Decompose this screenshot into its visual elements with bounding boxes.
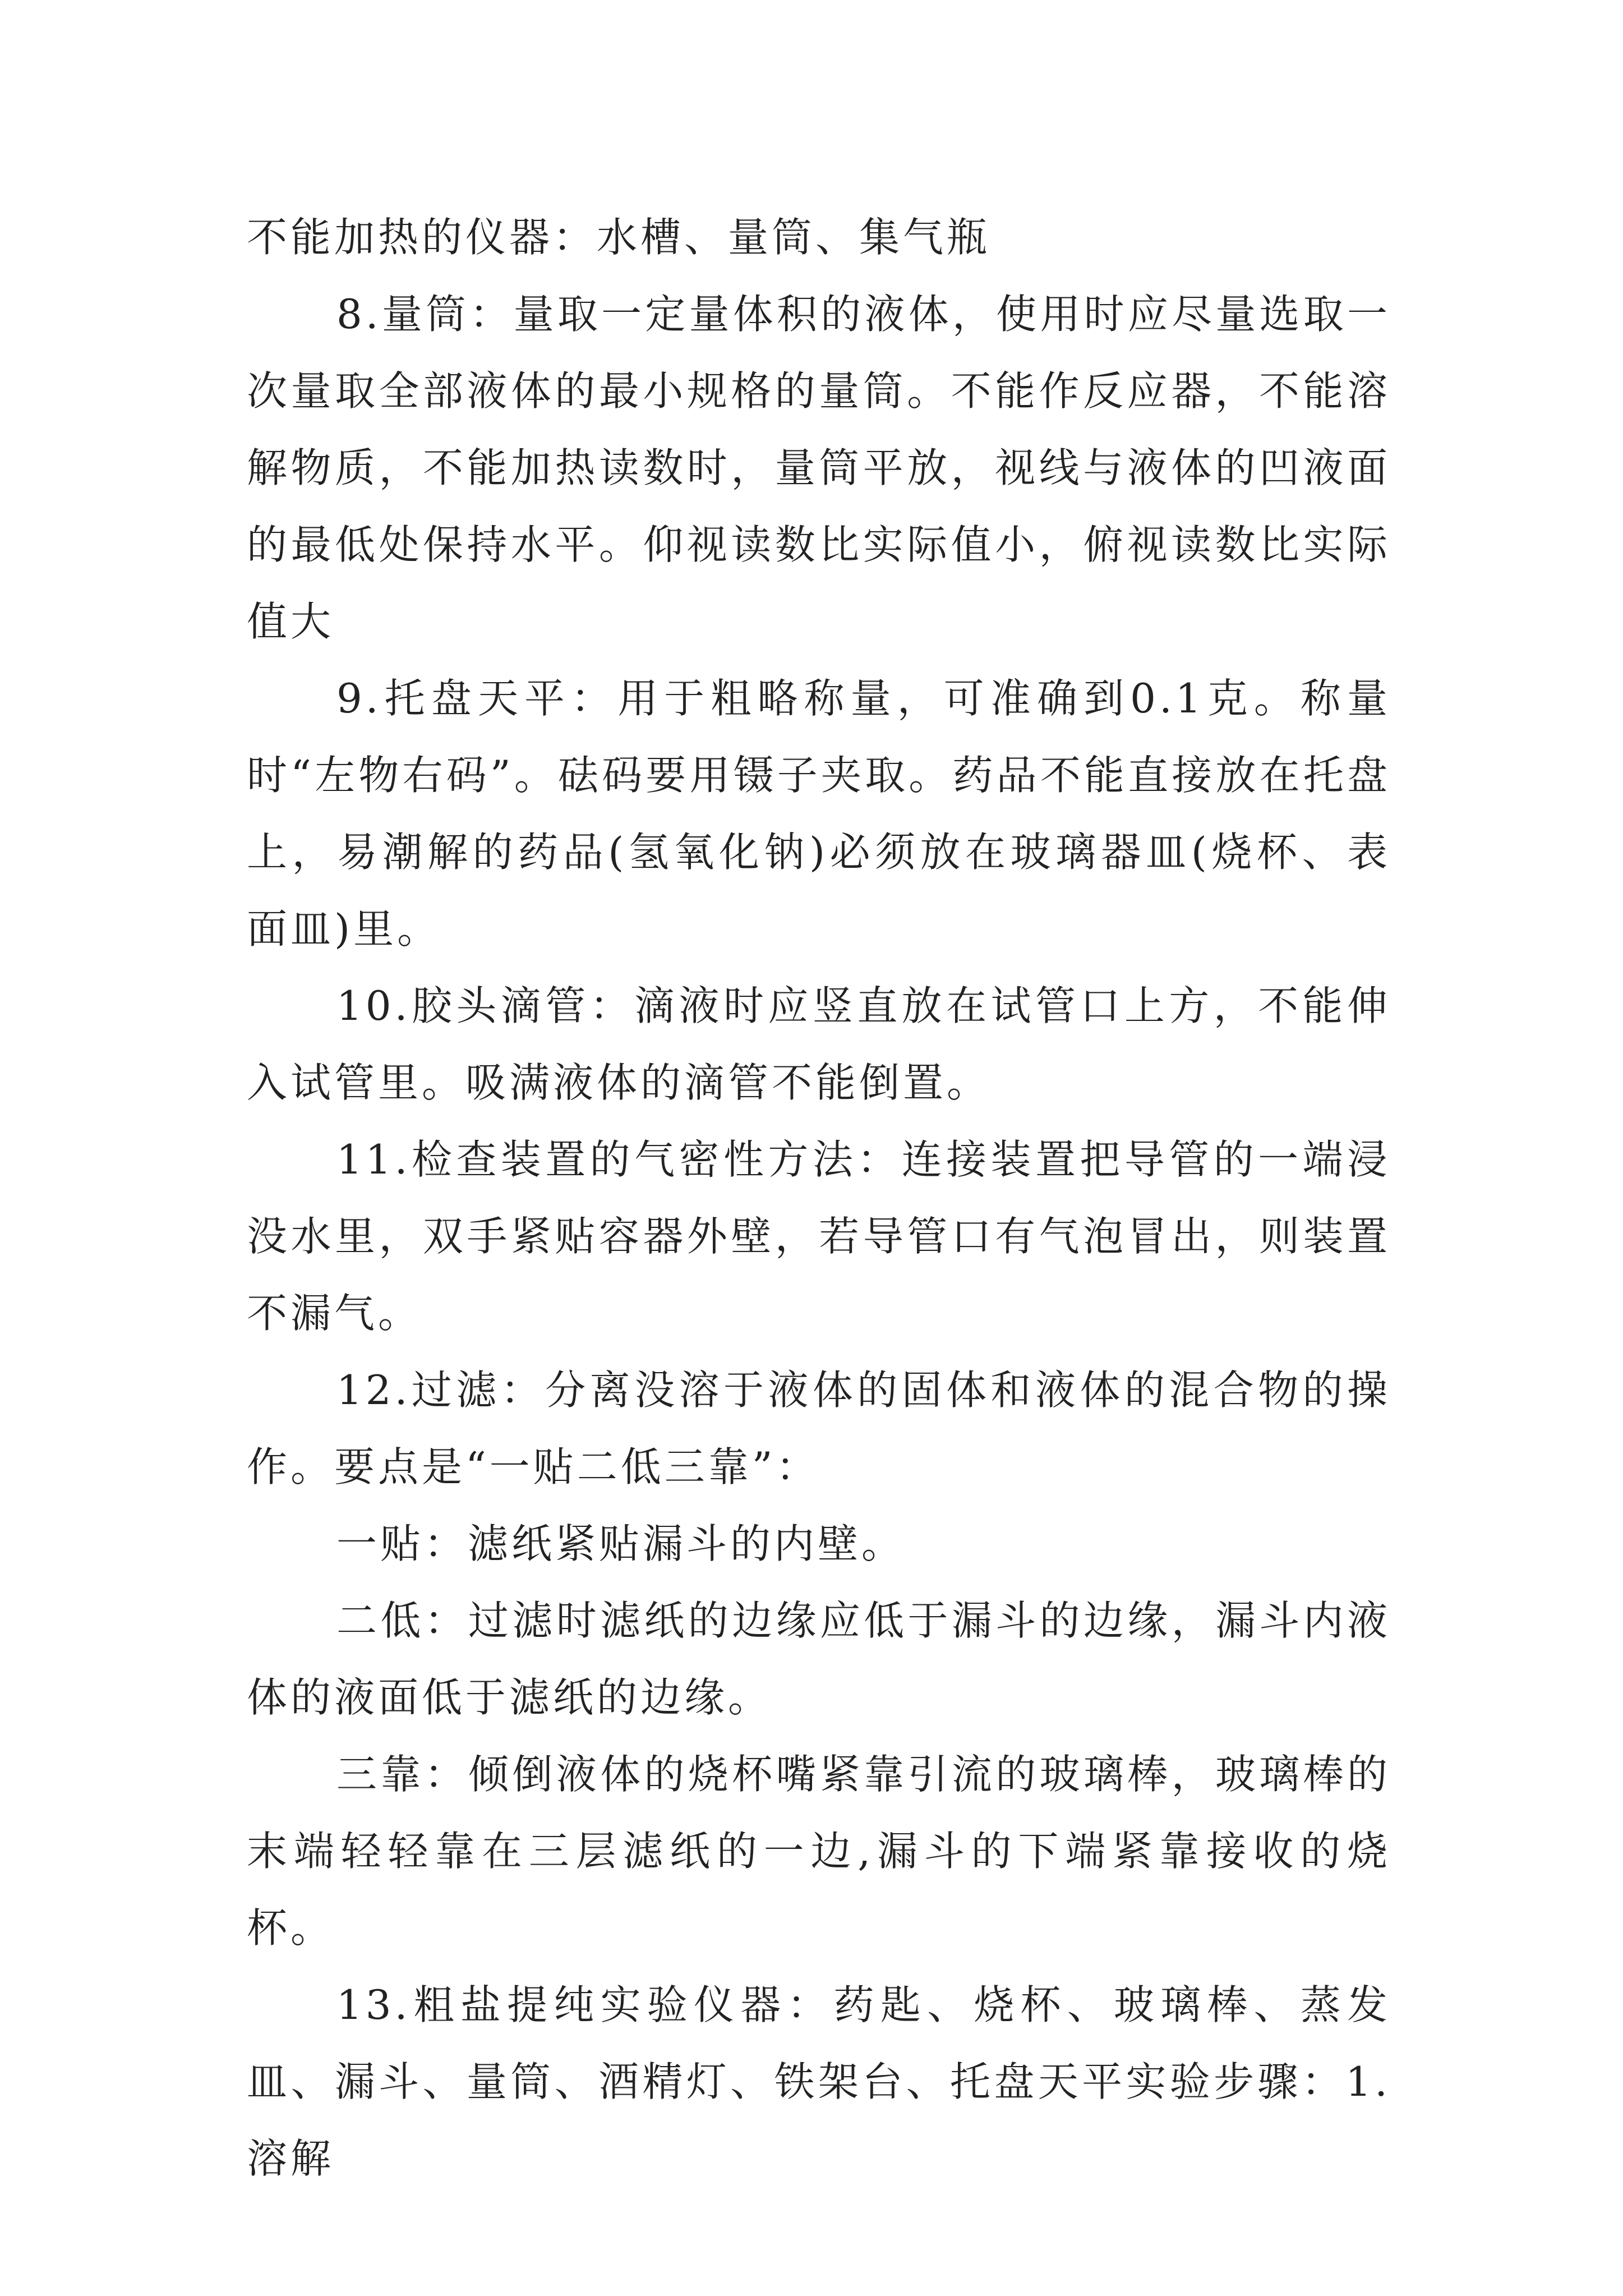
paragraph-three-lean: 三靠：倾倒液体的烧杯嘴紧靠引流的玻璃棒，玻璃棒的末端轻轻靠在三层滤纸的一边,漏斗的下端紧靠接收的烧杯。 — [247, 1751, 1391, 1952]
paragraph-airtightness-check: 11.检查装置的气密性方法：连接装置把导管的一端浸没水里，双手紧贴容器外壁，若导管口有气泡冒出，则装置不漏气。 — [247, 1136, 1391, 1337]
paragraph-graduated-cylinder: 8.量筒：量取一定量体积的液体，使用时应尽量选取一次量取全部液体的最小规格的量筒。不能作反应器，不能溶解物质，不能加热读数时，量筒平放，视线与液体的凹液面的最低处保持水平。仰视读数比实际值小，俯视读数比实际值大 — [247, 291, 1391, 645]
paragraph-one-stick: 一贴：滤纸紧贴漏斗的内壁。 — [336, 1520, 906, 1567]
document-body — [247, 199, 1391, 2197]
paragraph-salt-purification: 13.粗盐提纯实验仪器：药匙、烧杯、玻璃棒、蒸发皿、漏斗、量筒、酒精灯、铁架台、托盘天平实验步骤：1.溶解 — [247, 1981, 1391, 2182]
paragraph-non-heatable-instruments: 不能加热的仪器：水槽、量筒、集气瓶 — [247, 214, 991, 261]
paragraph-two-low: 二低：过滤时滤纸的边缘应低于漏斗的边缘，漏斗内液体的液面低于滤纸的边缘。 — [247, 1597, 1391, 1721]
paragraph-dropper: 10.胶头滴管：滴液时应竖直放在试管口上方，不能伸入试管里。吸满液体的滴管不能倒置。 — [247, 982, 1391, 1106]
paragraph-tray-balance: 9.托盘天平：用于粗略称量，可准确到0.1克。称量时“左物右码”。砝码要用镊子夹取。药品不能直接放在托盘上，易潮解的药品(氢氧化钠)必须放在玻璃器皿(烧杯、表面皿)里。 — [247, 675, 1391, 953]
paragraph-filtration: 12.过滤：分离没溶于液体的固体和液体的混合物的操作。要点是“一贴二低三靠”： — [247, 1366, 1391, 1490]
